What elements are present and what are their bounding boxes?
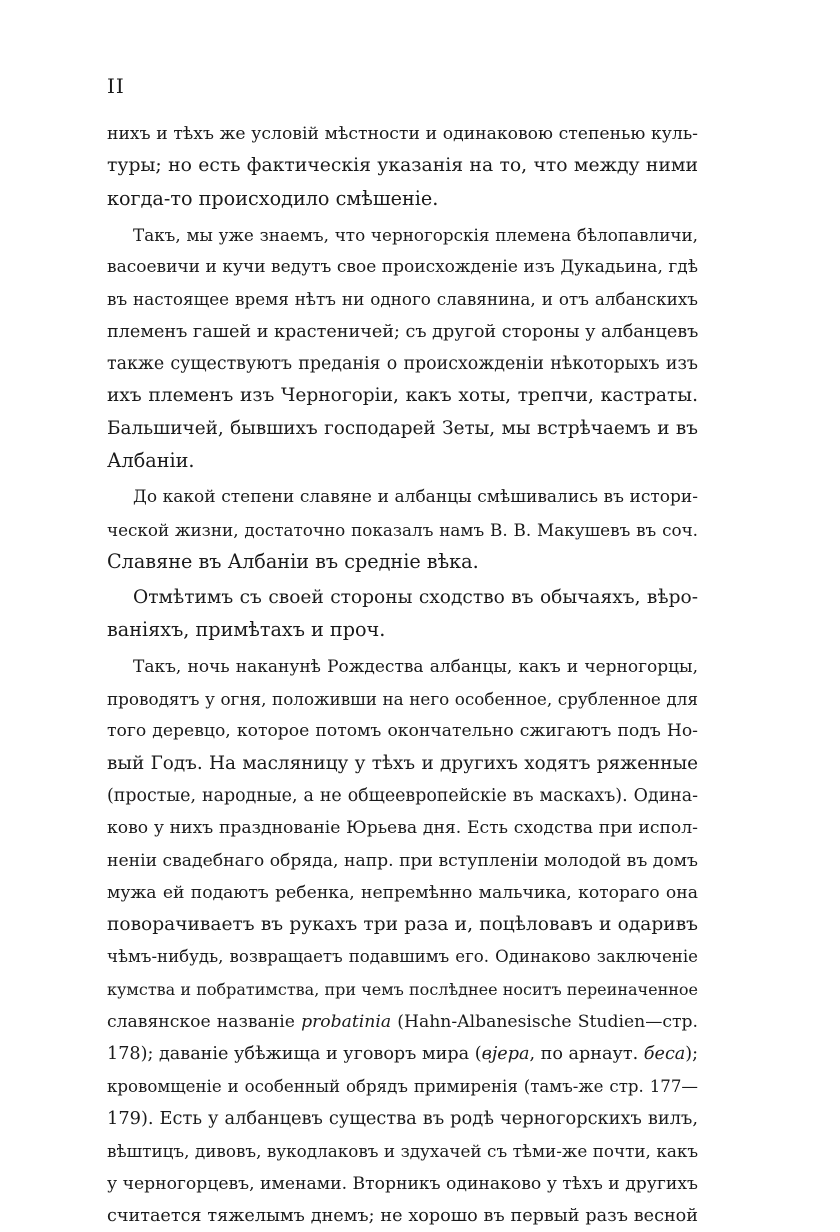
text-line-mixed xyxy=(107,1006,698,1038)
text-line: 179). Есть у албанцевъ существа въ родѣ черногорскихъ вилъ, xyxy=(107,1107,698,1129)
text-line: ваніяхъ, примѣтахъ и проч. xyxy=(107,618,386,642)
text-segment: (Hahn-Albanesische Studien—стр. xyxy=(397,1012,698,1033)
text-line: ково у нихъ празднованіе Юрьева дня. Есть сходства при испол- xyxy=(107,818,698,839)
italic-term: вјера xyxy=(481,1044,530,1065)
text-segment: , по арнаут. xyxy=(529,1044,639,1065)
italic-term: беса xyxy=(643,1044,686,1065)
text-line: того деревцо, которое потомъ окончательно сжигаютъ подъ Но- xyxy=(107,721,698,742)
italic-term: probatinia xyxy=(301,1012,392,1033)
body-text xyxy=(107,118,698,1232)
text-segment: 178); даваніе убѣжища и уговоръ мира ( xyxy=(107,1044,482,1065)
text-line: Такъ, мы уже знаемъ, что черногорскія племена бѣлопавличи, xyxy=(133,224,698,245)
text-line: Отмѣтимъ съ своей стороны сходство въ обычаяхъ, вѣро- xyxy=(133,587,698,609)
text-line: проводятъ у огня, положивши на него особенное, срубленное для xyxy=(107,689,698,710)
text-segment: ); xyxy=(685,1044,698,1065)
text-line: кровомщеніе и особенный обрядъ примиренія (тамъ-же стр. 177— xyxy=(107,1076,698,1096)
text-line: Албаніи. xyxy=(107,448,195,472)
text-line: До какой степени славяне и албанцы смѣшивались въ истори- xyxy=(133,487,698,508)
text-line: мужа ей подаютъ ребенка, непремѣнно мальчика, котораго она xyxy=(107,882,698,903)
text-segment: славянское названіе xyxy=(107,1012,295,1033)
text-line: туры; но есть фактическія указанія на то, что между ними xyxy=(107,155,698,177)
text-line: (простые, народные, а не общеевропейскіе въ маскахъ). Одина- xyxy=(107,785,698,806)
text-line: ихъ племенъ изъ Черногоріи, какъ хоты, трепчи, кастраты. xyxy=(107,385,698,407)
text-line: считается тяжелымъ днемъ; не хорошо въ первый разъ весной xyxy=(107,1205,698,1226)
page-number: II xyxy=(107,74,125,98)
text-line: у черногорцевъ, именами. Вторникъ одинаково у тѣхъ и другихъ xyxy=(107,1173,698,1194)
text-line: когда-то происходило смѣшеніе. xyxy=(107,186,439,210)
text-line: неніи свадебнаго обряда, напр. при вступленіи молодой въ домъ xyxy=(107,850,698,871)
text-line: нихъ и тѣхъ же условій мѣстности и одинаковою степенью куль- xyxy=(107,124,698,144)
text-line-mixed xyxy=(107,1038,698,1070)
text-line: кумства и побратимства, при чемъ послѣднее носитъ переиначенное xyxy=(107,979,698,999)
text-line: вѣштицъ, дивовъ, вукодлаковъ и здухачей съ тѣми-же почти, какъ xyxy=(107,1141,698,1162)
text-line: племенъ гашей и крастеничей; съ другой стороны у албанцевъ xyxy=(107,321,698,342)
text-line: Славяне въ Албаніи въ средніе вѣка. xyxy=(107,549,479,573)
text-line: ческой жизни, достаточно показалъ намъ В. В. Макушевъ въ соч. xyxy=(107,519,698,540)
text-line: Бальшичей, бывшихъ господарей Зеты, мы встрѣчаемъ и въ xyxy=(107,417,698,439)
text-line: въ настоящее время нѣтъ ни одного славянина, и отъ албанскихъ xyxy=(107,289,698,310)
text-line: васоевичи и кучи ведутъ свое происхожденіе изъ Дукадьина, гдѣ xyxy=(107,257,698,278)
text-line: вый Годъ. На масляницу у тѣхъ и другихъ ходятъ ряженные xyxy=(107,752,698,774)
text-line: чѣмъ-нибудь, возвращаетъ подавшимъ его. Одинаково заключеніе xyxy=(107,947,698,967)
text-line: поворачиваетъ въ рукахъ три раза и, поцѣловавъ и одаривъ xyxy=(107,914,698,936)
text-line: Такъ, ночь наканунѣ Рождества албанцы, какъ и черногорцы, xyxy=(133,656,698,677)
text-line: также существуютъ преданія о происхожденіи нѣкоторыхъ изъ xyxy=(107,354,698,375)
